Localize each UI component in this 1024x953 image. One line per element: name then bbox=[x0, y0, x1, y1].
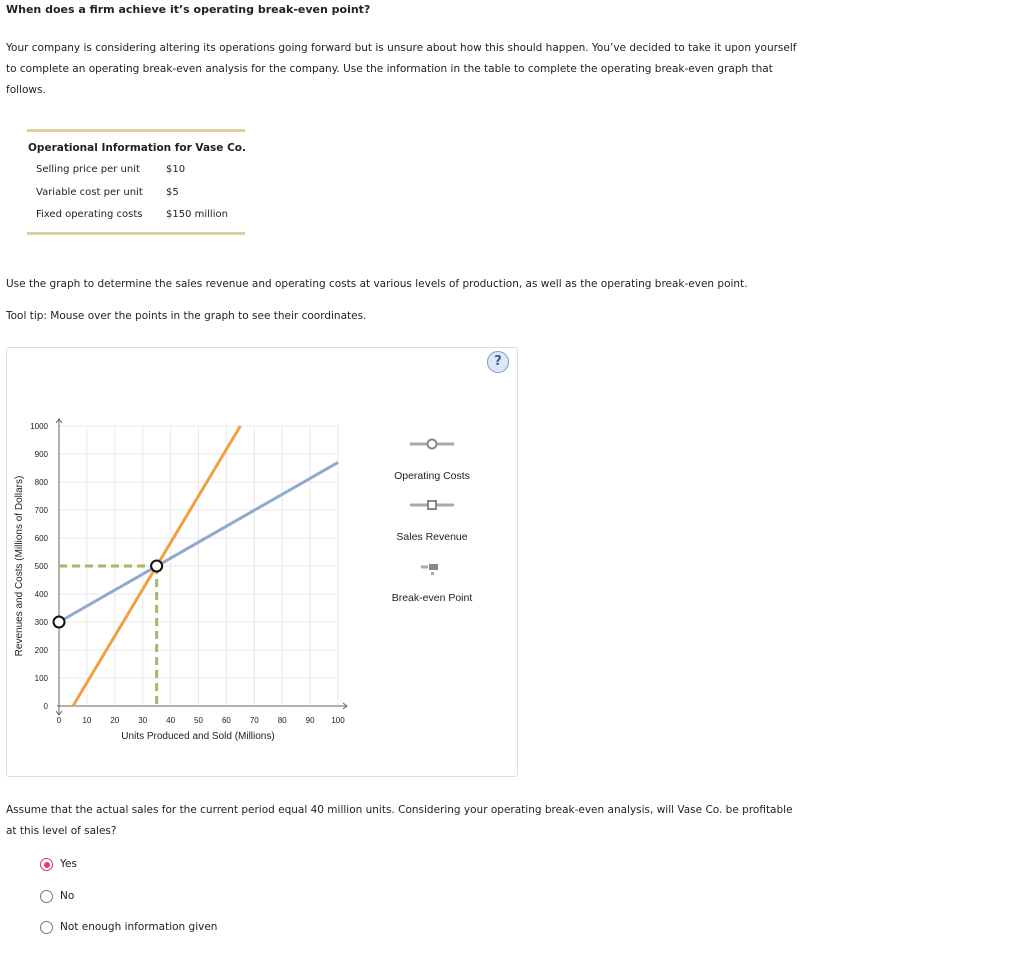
option-not-enough-info-label[interactable]: Not enough information given bbox=[60, 921, 218, 933]
tooltip-instructions: Tool tip: Mouse over the points in the graph to see their coordinates. bbox=[6, 310, 367, 322]
graph-instructions: Use the graph to determine the sales revenue and operating costs at various levels of production, as well as the operating break-even point. bbox=[6, 278, 748, 290]
x-tick-label: 0 bbox=[56, 716, 62, 725]
legend-operating-costs-icon[interactable] bbox=[410, 440, 454, 449]
legend-break-even-label: Break-even Point bbox=[391, 592, 473, 604]
x-tick-label: 20 bbox=[110, 716, 120, 725]
data-point[interactable] bbox=[54, 617, 65, 628]
radio-yes[interactable] bbox=[40, 858, 53, 871]
break-even-chart bbox=[0, 0, 520, 780]
option-yes-label[interactable]: Yes bbox=[60, 858, 77, 870]
option-no-label[interactable]: No bbox=[60, 890, 75, 902]
x-tick-label: 40 bbox=[166, 716, 176, 725]
legend-break-even-icon[interactable] bbox=[421, 564, 438, 575]
x-tick-label: 100 bbox=[331, 716, 345, 725]
table-row-label: Fixed operating costs bbox=[36, 209, 143, 220]
y-tick-label: 400 bbox=[34, 590, 48, 599]
y-tick-label: 900 bbox=[34, 450, 48, 459]
x-tick-label: 80 bbox=[277, 716, 287, 725]
y-tick-label: 800 bbox=[34, 478, 48, 487]
y-tick-label: 300 bbox=[34, 618, 48, 627]
followup-question: Assume that the actual sales for the current period equal 40 million units. Considering your operating break-even analysis, will Vase Co. be profitable at this level of sales? bbox=[6, 804, 793, 837]
x-tick-label: 10 bbox=[82, 716, 92, 725]
table-row-value: $5 bbox=[166, 187, 179, 198]
y-tick-label: 700 bbox=[34, 506, 48, 515]
table-row-value: $150 million bbox=[166, 209, 228, 220]
data-point[interactable] bbox=[151, 561, 162, 572]
legend-sales-revenue-icon[interactable] bbox=[410, 501, 454, 509]
table-row-label: Selling price per unit bbox=[36, 164, 140, 175]
y-tick-label: 500 bbox=[34, 562, 48, 571]
y-axis-label: Revenues and Costs (Millions of Dollars) bbox=[14, 475, 25, 657]
x-tick-label: 50 bbox=[194, 716, 203, 725]
chart-ticks bbox=[30, 422, 345, 725]
y-tick-label: 1000 bbox=[30, 422, 48, 431]
radio-no[interactable] bbox=[40, 890, 53, 903]
table-title: Operational Information for Vase Co. bbox=[28, 142, 246, 154]
x-tick-label: 90 bbox=[305, 716, 315, 725]
y-tick-label: 600 bbox=[34, 534, 48, 543]
y-tick-label: 200 bbox=[34, 646, 48, 655]
x-tick-label: 60 bbox=[221, 716, 231, 725]
help-icon[interactable]: ? bbox=[487, 351, 509, 373]
table-row-label: Variable cost per unit bbox=[36, 187, 143, 198]
question-intro: Your company is considering altering its operations going forward but is unsure about how this should happen. You’ve decided to take it upon yourself to complete an operating break-even analysis for the company. Use the information in the table to complete the operating break-even graph that follows. bbox=[6, 42, 797, 96]
y-tick-label: 100 bbox=[34, 674, 48, 683]
table-row-value: $10 bbox=[166, 164, 186, 175]
legend-sales-revenue-label: Sales Revenue bbox=[396, 531, 468, 543]
x-tick-label: 30 bbox=[138, 716, 148, 725]
legend-operating-costs-label: Operating Costs bbox=[394, 470, 470, 482]
x-axis-label: Units Produced and Sold (Millions) bbox=[121, 731, 275, 742]
x-tick-label: 70 bbox=[249, 716, 259, 725]
question-title: When does a firm achieve it’s operating break-even point? bbox=[6, 3, 371, 16]
radio-not-enough-info[interactable] bbox=[40, 921, 53, 934]
y-tick-label: 0 bbox=[43, 702, 48, 711]
